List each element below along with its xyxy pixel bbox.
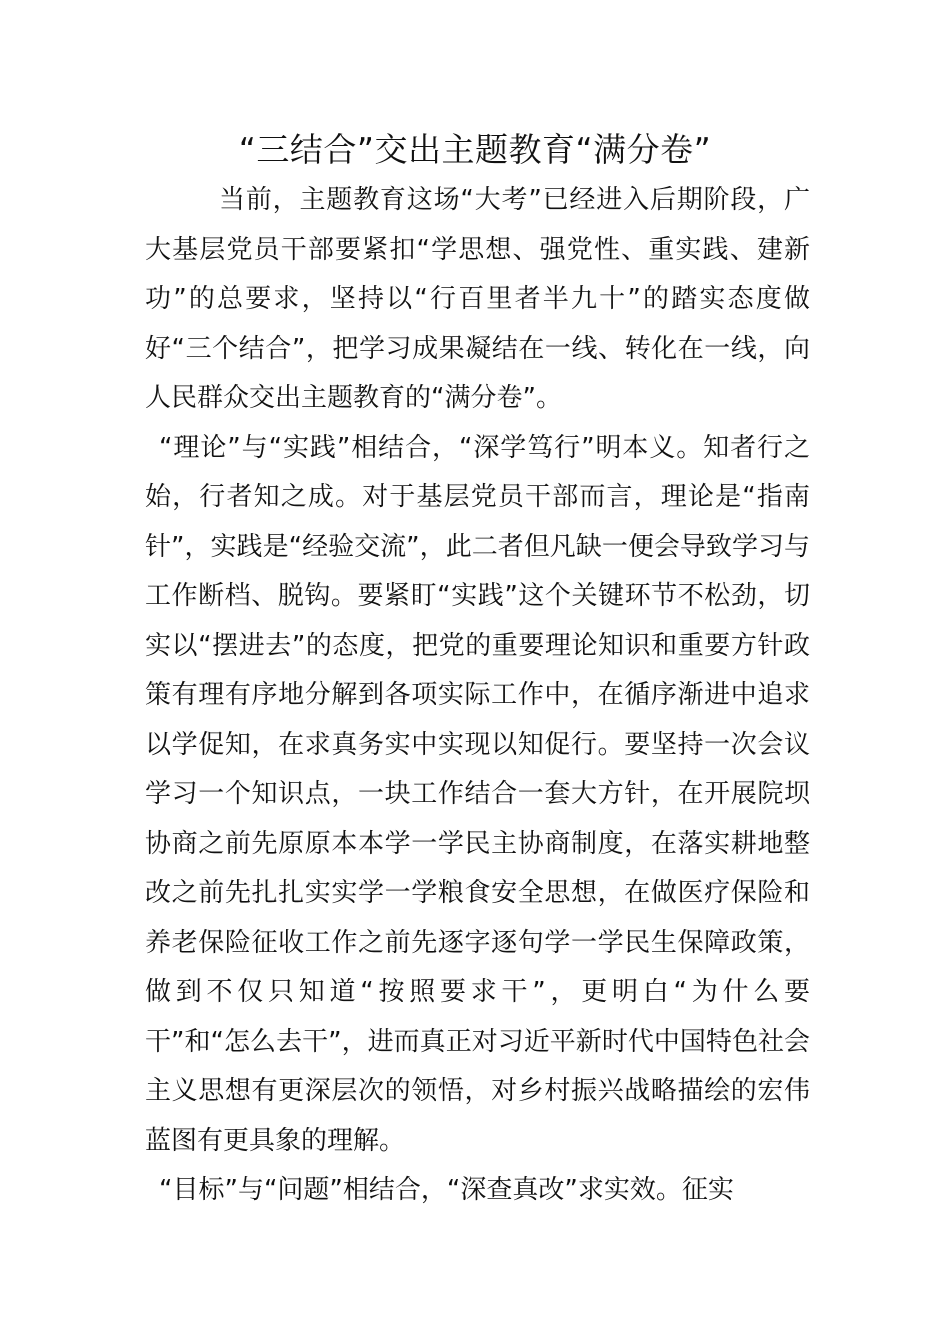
paragraph-theory-practice: “理论”与“实践”相结合，“深学笃行”明本义。知者行之始，行者知之成。对于基层党员干部而言，理论是“指南针”，实践是“经验交流”，此二者但凡缺一便会导致学习与工作断档、脱钩。要紧盯“实践”这个关键环节不松劲，切实以“摆进去”的态度，把党的重要理论知识和重要方针政策有理有序地分解到各项实际工作中，在循序渐进中追求以学促知，在求真务实中实现以知促行。要坚持一次会议学习一个知识点，一块工作结合一套大方针，在开展院坝协商之前先原原本本学一学民主协商制度，在落实耕地整改之前先扎扎实实学一学粮食安全思想，在做医疗保险和养老保险征收工作之前先逐字逐句学一学民生保障政策，做到不仅只知道“按照要求干”，更明白“为什么要干”和“怎么去干”，进而真正对习近平新时代中国特色社会主义思想有更深层次的领悟，对乡村振兴战略描绘的宏伟蓝图有更具象的理解。 [145,432,810,1156]
paragraph-goal-problem: “目标”与“问题”相结合，“深查真改”求实效。征实 [159,1175,734,1205]
paragraph-intro: 当前，主题教育这场“大考”已经进入后期阶段，广大基层党员干部要紧扣“学思想、强党性、重实践、建新功”的总要求，坚持以“行百里者半九十”的踏实态度做好“三个结合”，把学习成果凝结在一线、转化在一线，向人民群众交出主题教育的“满分卷”。 [145,185,810,413]
document-title: “三结合”交出主题教育“满分卷” [238,130,712,169]
document-body [145,176,810,1216]
